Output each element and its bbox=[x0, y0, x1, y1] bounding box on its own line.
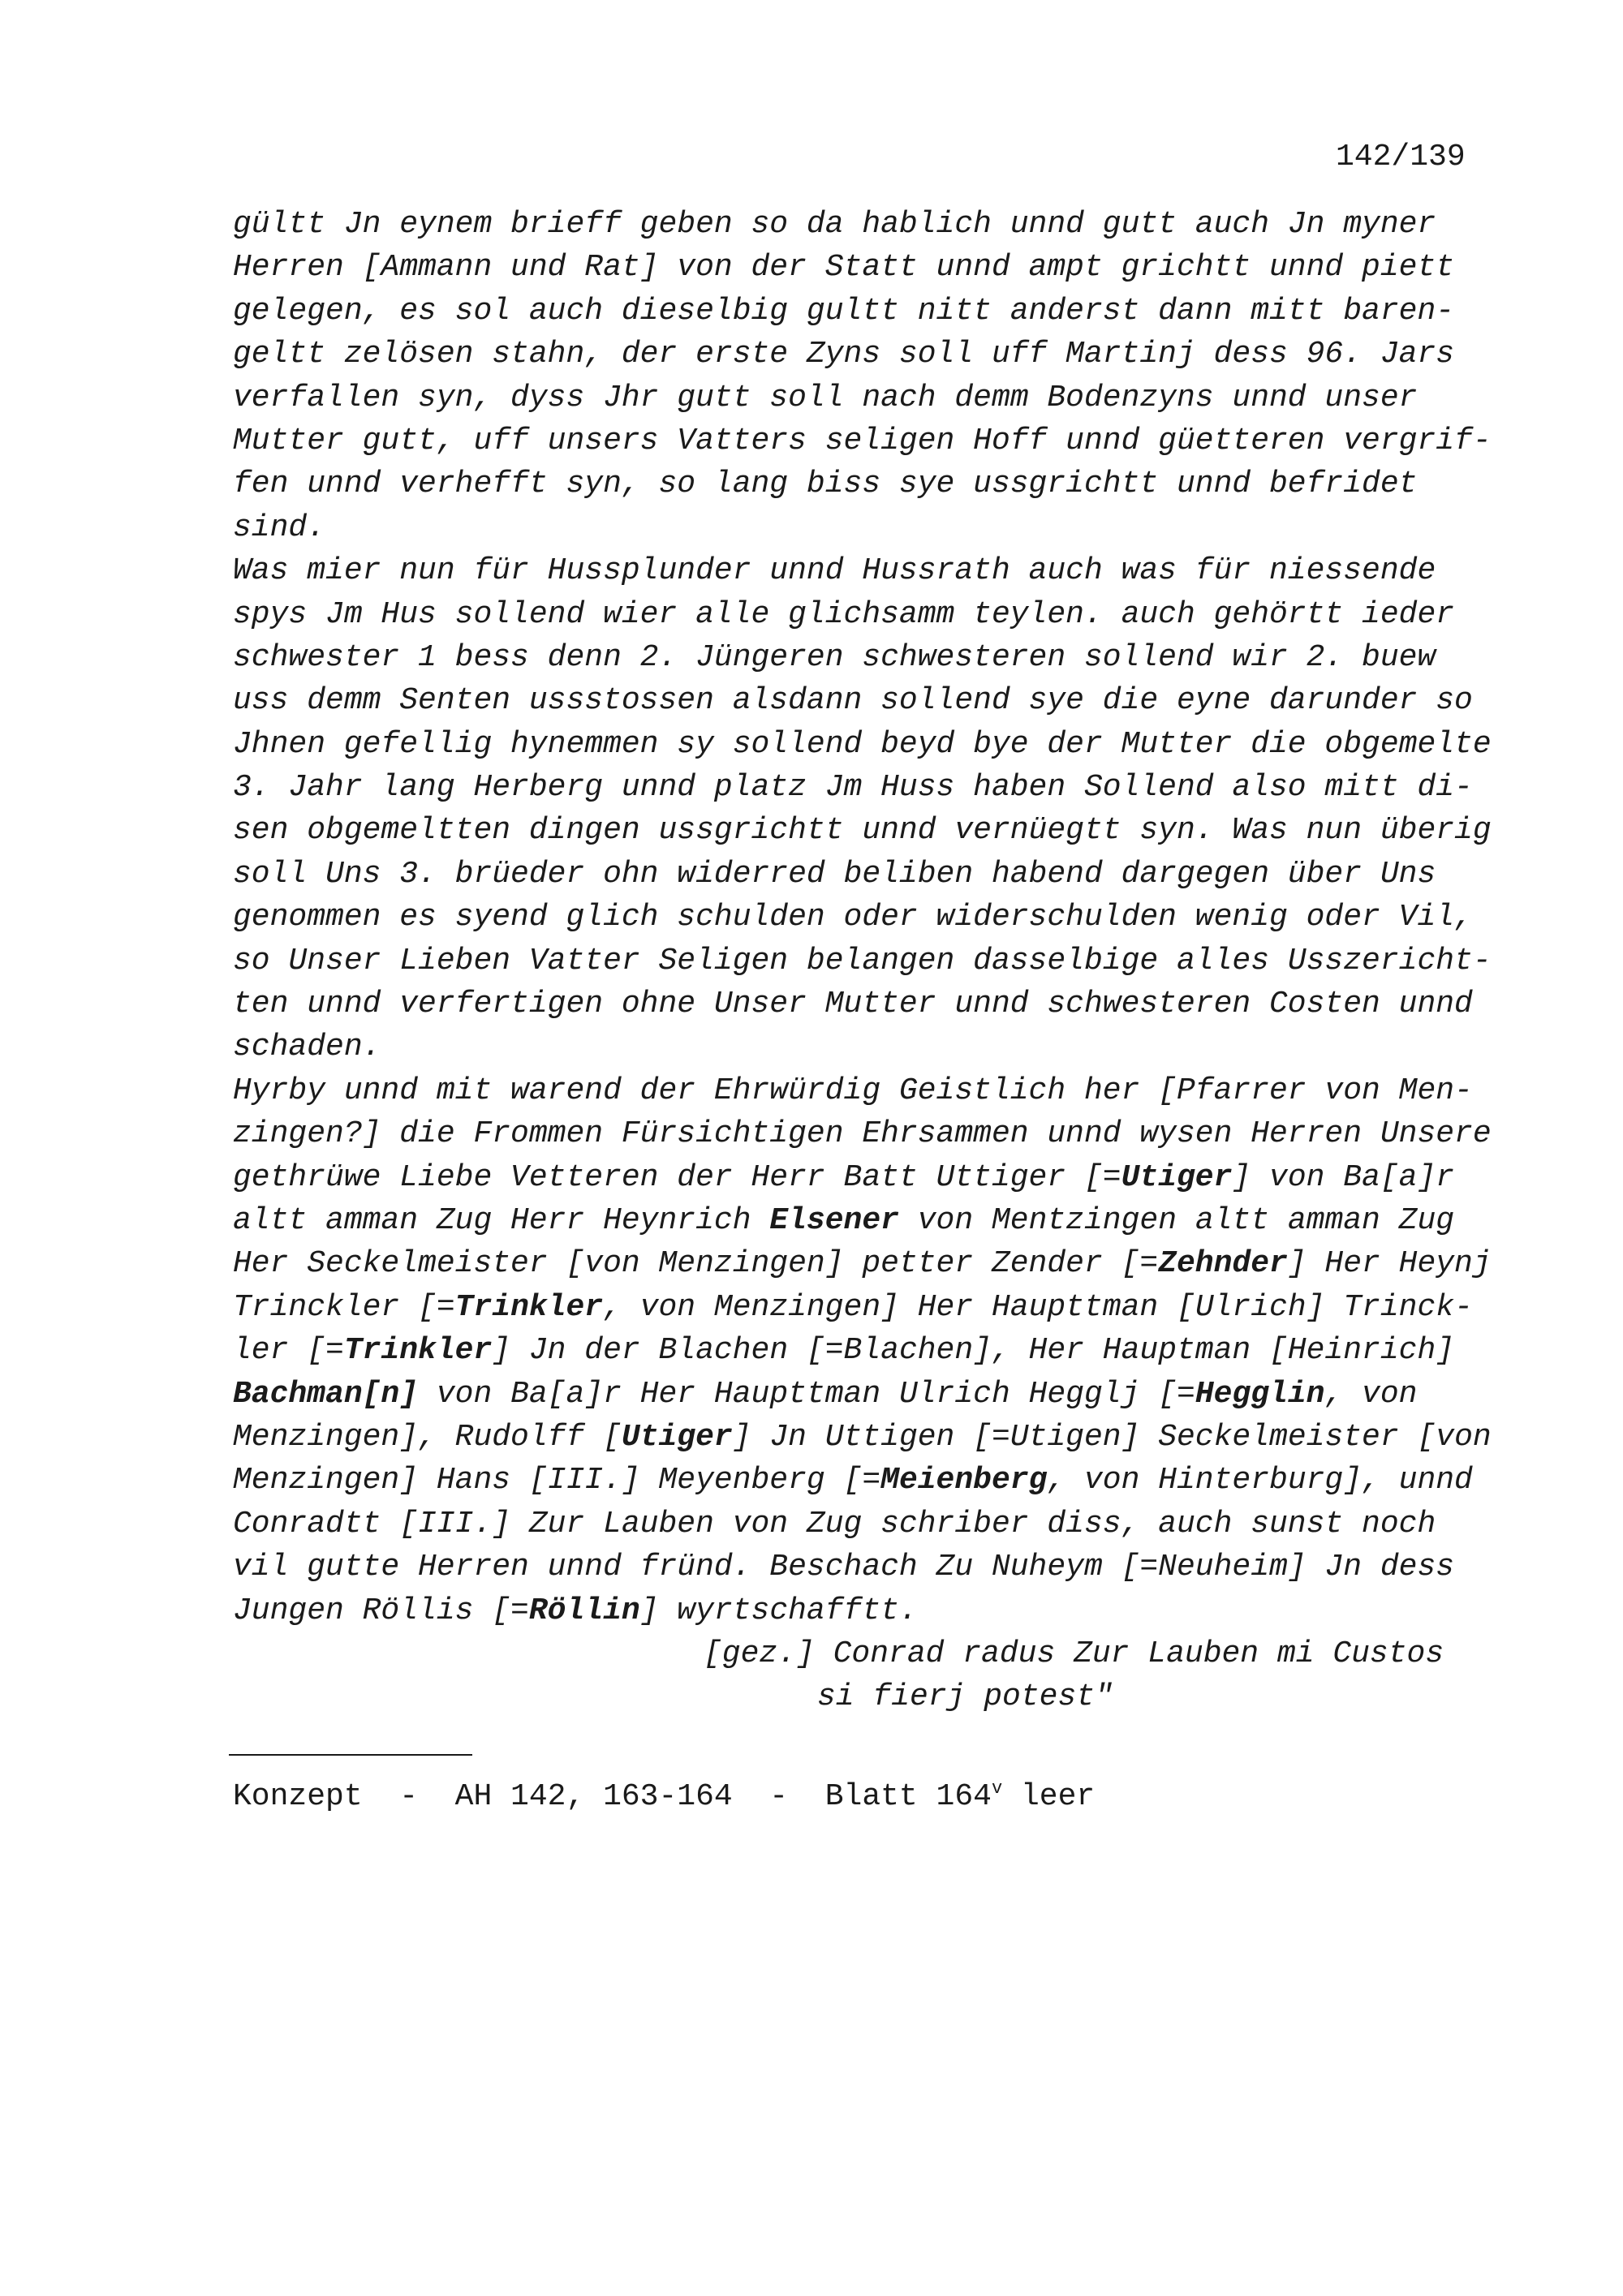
bold-name: Utiger bbox=[1121, 1159, 1233, 1195]
text-line: ten unnd verfertigen ohne Unser Mutter unnd schwesteren Costen unnd bbox=[233, 987, 1473, 1022]
bold-name: Zehnder bbox=[1158, 1246, 1288, 1282]
text-line: Mutter gutt, uff unsers Vatters seligen Hoff unnd güetteren vergrif- bbox=[233, 423, 1492, 458]
text-line: spys Jm Hus sollend wier alle glichsamm teylen. auch gehörtt ieder bbox=[233, 596, 1455, 632]
text-line: altt amman Zug Herr Heynrich Elsener von Mentzingen altt amman Zug bbox=[233, 1202, 1455, 1238]
text-line: vil gutte Herren unnd fründ. Beschach Zu Nuheym [=Neuheim] Jn dess bbox=[233, 1550, 1455, 1585]
bold-name: Röllin bbox=[528, 1593, 640, 1628]
bold-name: Hegglin bbox=[1195, 1376, 1325, 1412]
footer-superscript: v bbox=[991, 1778, 1003, 1799]
bold-name: Bachman[n] bbox=[233, 1376, 419, 1412]
signature-line: si fierj potest" bbox=[817, 1679, 1113, 1715]
bold-name: Utiger bbox=[621, 1419, 733, 1455]
text-line: schaden. bbox=[233, 1030, 381, 1065]
text-line: Jungen Röllis [=Röllin] wyrtschafftt. bbox=[233, 1593, 918, 1628]
page-number: 142/139 bbox=[1336, 140, 1466, 174]
text-line: Conradtt [III.] Zur Lauben von Zug schriber diss, auch sunst noch bbox=[233, 1506, 1436, 1541]
text-line: ler [=Trinkler] Jn der Blachen [=Blachen], Her Hauptman [Heinrich] bbox=[233, 1333, 1455, 1369]
text-line: 3. Jahr lang Herberg unnd platz Jm Huss haben Sollend also mitt di- bbox=[233, 770, 1473, 806]
text-line: verfallen syn, dyss Jhr gutt soll nach demm Bodenzyns unnd unser bbox=[233, 380, 1418, 415]
bold-name: Elsener bbox=[769, 1202, 899, 1238]
document-body bbox=[233, 203, 1499, 1719]
text-line: Menzingen] Hans [III.] Meyenberg [=Meienberg, von Hinterburg], unnd bbox=[233, 1463, 1473, 1498]
footer-note bbox=[233, 1778, 1095, 1814]
text-line: zingen?] die Frommen Fürsichtigen Ehrsammen unnd wysen Herren Unsere bbox=[233, 1116, 1492, 1152]
text-line: gültt Jn eynem brieff geben so da hablich unnd gutt auch Jn myner bbox=[233, 207, 1436, 242]
text-line: sind. bbox=[233, 510, 326, 545]
text-line: so Unser Lieben Vatter Seligen belangen dasselbige alles Usszericht- bbox=[233, 943, 1492, 978]
text-line: gelegen, es sol auch dieselbig gultt nitt anderst dann mitt baren- bbox=[233, 293, 1455, 329]
text-line: Jhnen gefellig hynemmen sy sollend beyd bye der Mutter die obgemelte bbox=[233, 726, 1492, 762]
text-line: gethrüwe Liebe Vetteren der Herr Batt Uttiger [=Utiger] von Ba[a]r bbox=[233, 1159, 1455, 1195]
text-line: Hyrby unnd mit warend der Ehrwürdig Geistlich her [Pfarrer von Men- bbox=[233, 1073, 1473, 1108]
text-line: schwester 1 bess denn 2. Jüngeren schwesteren sollend wir 2. buew bbox=[233, 639, 1436, 675]
text-line: Her Seckelmeister [von Menzingen] petter Zender [=Zehnder] Her Heynj bbox=[233, 1246, 1492, 1282]
text-line: Was mier nun für Hussplunder unnd Hussrath auch was für niessende bbox=[233, 553, 1436, 589]
text-line: genommen es syend glich schulden oder widerschulden wenig oder Vil, bbox=[233, 900, 1473, 935]
text-line: Trinckler [=Trinkler, von Menzingen] Her Haupttman [Ulrich] Trinck- bbox=[233, 1289, 1473, 1325]
text-line: soll Uns 3. brüeder ohn widerred beliben habend dargegen über Uns bbox=[233, 856, 1436, 892]
text-line: Menzingen], Rudolff [Utiger] Jn Uttigen [=Utigen] Seckelmeister [von bbox=[233, 1419, 1492, 1455]
text-line: fen unnd verhefft syn, so lang biss sye ussgrichtt unnd befridet bbox=[233, 467, 1418, 502]
text-line: uss demm Senten ussstossen alsdann sollend sye die eyne darunder so bbox=[233, 683, 1473, 719]
bold-name: Trinkler bbox=[454, 1289, 604, 1325]
text-line: Bachman[n] von Ba[a]r Her Haupttman Ulrich Hegglj [=Hegglin, von bbox=[233, 1376, 1418, 1412]
signature-line: [gez.] Conrad radus Zur Lauben mi Custos bbox=[704, 1636, 1444, 1671]
bold-name: Meienberg bbox=[880, 1463, 1048, 1498]
text-line: geltt zelösen stahn, der erste Zyns soll uff Martinj dess 96. Jars bbox=[233, 337, 1455, 372]
footnote-divider bbox=[229, 1754, 472, 1756]
bold-name: Trinkler bbox=[343, 1333, 493, 1369]
footer-prefix: Konzept - AH 142, 163-164 - Blatt 164 bbox=[233, 1779, 992, 1814]
text-line: sen obgemeltten dingen ussgrichtt unnd vernüegtt syn. Was nun überig bbox=[233, 813, 1492, 849]
footer-suffix: leer bbox=[1002, 1779, 1096, 1814]
text-line: Herren [Ammann und Rat] von der Statt unnd ampt grichtt unnd piett bbox=[233, 250, 1455, 286]
